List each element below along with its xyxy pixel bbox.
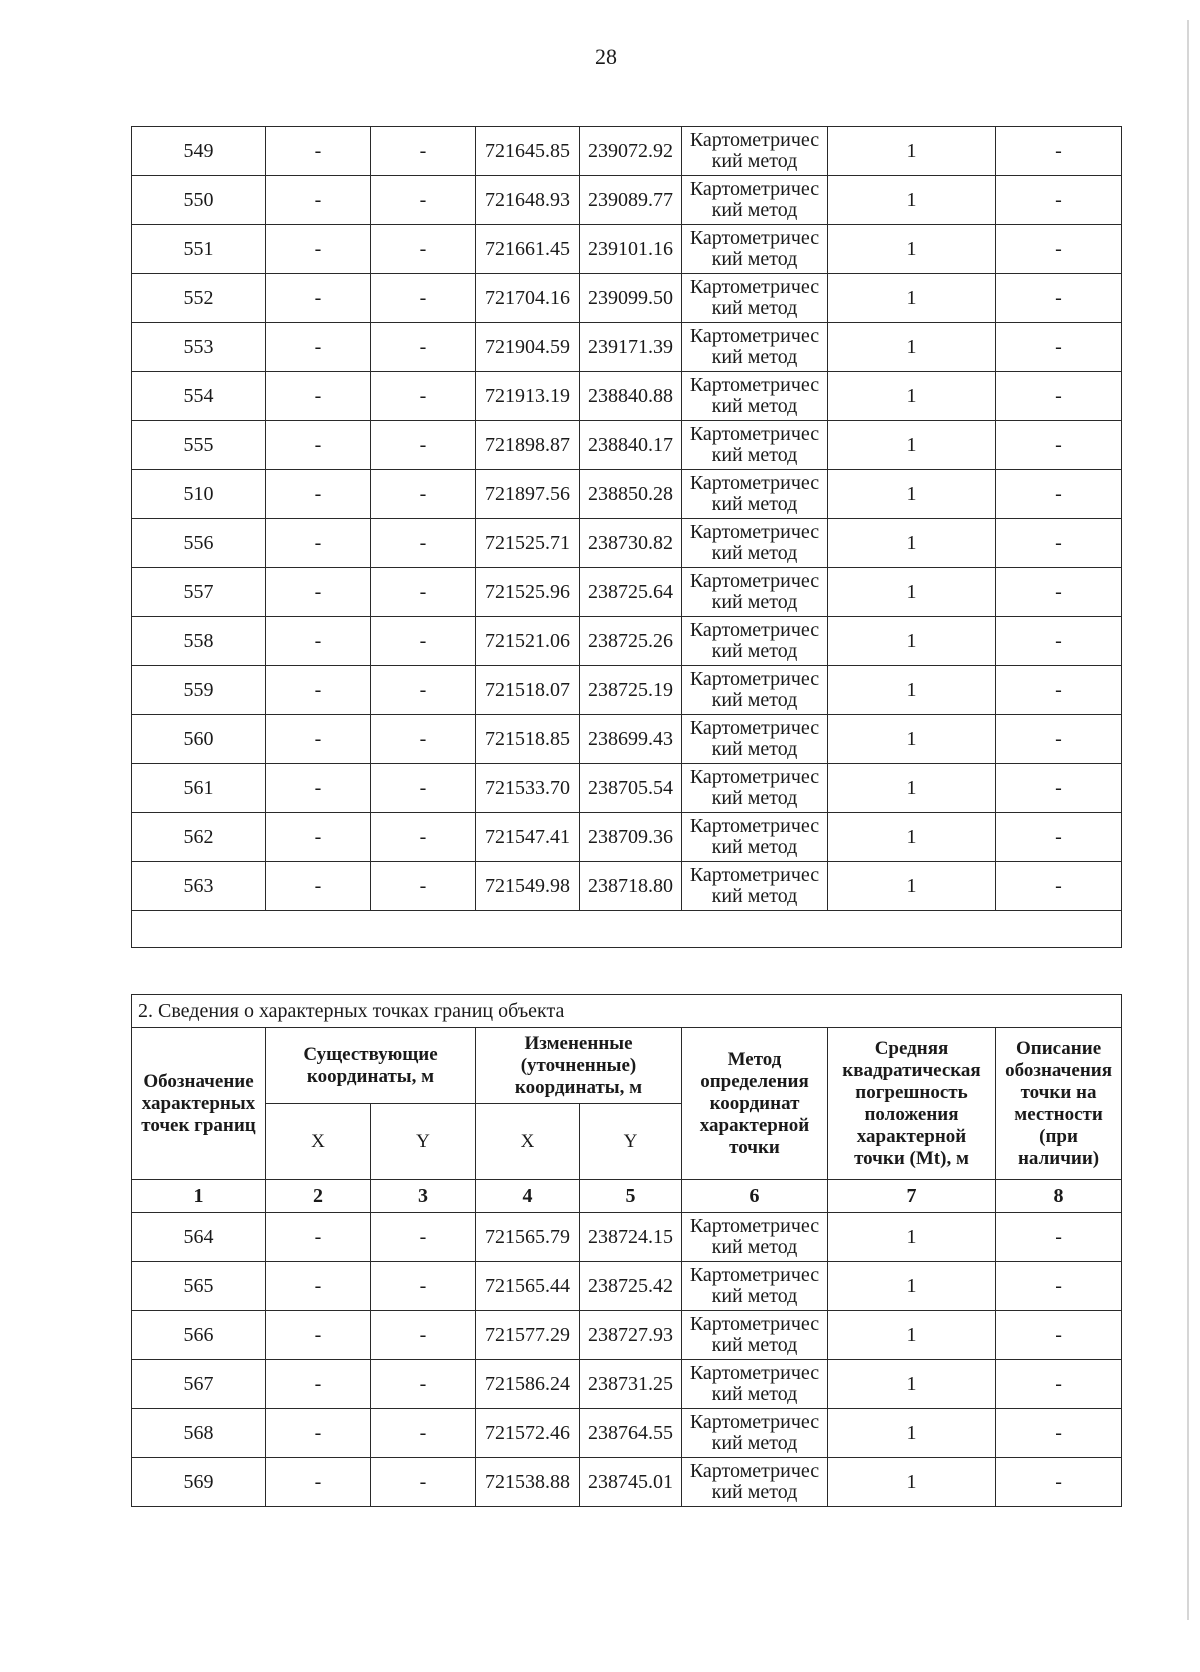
cell-y: 238850.28 [580,470,682,519]
method-line-1: Картометричес [689,1460,820,1482]
table-row [132,225,1122,274]
table-row [132,813,1122,862]
cell-existing-y: - [371,1213,476,1262]
column-number: 6 [682,1180,828,1213]
method-line-1: Картометричес [689,129,820,151]
cell-point-id: 565 [132,1262,266,1311]
cell-mt: 1 [828,127,996,176]
method-line-1: Картометричес [689,1411,820,1433]
cell-mt: 1 [828,519,996,568]
cell-y: 238724.15 [580,1213,682,1262]
method-line-2: кий метод [711,248,798,270]
cell-description: - [996,617,1122,666]
cell-y: 238709.36 [580,813,682,862]
cell-x: 721572.46 [476,1409,580,1458]
cell-point-id: 510 [132,470,266,519]
cell-x: 721898.87 [476,421,580,470]
table-row [132,372,1122,421]
method-line-2: кий метод [711,1432,798,1454]
cell-y: 238745.01 [580,1458,682,1507]
method-line-1: Картометричес [689,276,820,298]
method-line-2: кий метод [711,787,798,809]
cell-existing-y: - [371,176,476,225]
cell-x: 721704.16 [476,274,580,323]
cell-y: 238725.64 [580,568,682,617]
cell-description: - [996,127,1122,176]
cell-x: 721897.56 [476,470,580,519]
cell-point-id: 564 [132,1213,266,1262]
cell-method [682,813,828,862]
cell-existing-y: - [371,1409,476,1458]
cell-point-id: 567 [132,1360,266,1409]
cell-description: - [996,470,1122,519]
cell-x: 721533.70 [476,764,580,813]
method-line-1: Картометричес [689,325,820,347]
table-row [132,1458,1122,1507]
cell-existing-y: - [371,617,476,666]
cell-mt: 1 [828,862,996,911]
cell-method [682,176,828,225]
method-line-2: кий метод [711,1481,798,1503]
cell-mt: 1 [828,666,996,715]
cell-method [682,1458,828,1507]
cell-description: - [996,274,1122,323]
cell-y: 238699.43 [580,715,682,764]
table2-body [132,1213,1122,1507]
cell-existing-x: - [266,323,371,372]
cell-y: 239089.77 [580,176,682,225]
cell-existing-x: - [266,715,371,764]
cell-existing-x: - [266,470,371,519]
cell-x: 721904.59 [476,323,580,372]
cell-point-id: 550 [132,176,266,225]
cell-y: 239072.92 [580,127,682,176]
cell-y: 239099.50 [580,274,682,323]
cell-mt: 1 [828,470,996,519]
cell-x: 721577.29 [476,1311,580,1360]
cell-point-id: 569 [132,1458,266,1507]
header-existing-x: X [266,1104,371,1180]
cell-method [682,568,828,617]
cell-description: - [996,666,1122,715]
table1-empty-row [132,911,1122,948]
cell-x: 721549.98 [476,862,580,911]
cell-method [682,372,828,421]
cell-existing-x: - [266,274,371,323]
cell-description: - [996,225,1122,274]
cell-y: 238731.25 [580,1360,682,1409]
cell-existing-y: - [371,813,476,862]
cell-existing-x: - [266,764,371,813]
cell-point-id: 561 [132,764,266,813]
cell-y: 238718.80 [580,862,682,911]
cell-description: - [996,1458,1122,1507]
cell-existing-y: - [371,470,476,519]
cell-method [682,1409,828,1458]
cell-method [682,862,828,911]
cell-description: - [996,323,1122,372]
table-row [132,568,1122,617]
column-number: 7 [828,1180,996,1213]
cell-mt: 1 [828,568,996,617]
method-line-1: Картометричес [689,178,820,200]
cell-point-id: 557 [132,568,266,617]
method-line-2: кий метод [711,591,798,613]
header-existing-y: Y [371,1104,476,1180]
cell-point-id: 551 [132,225,266,274]
cell-existing-y: - [371,862,476,911]
cell-description: - [996,519,1122,568]
method-line-1: Картометричес [689,619,820,641]
cell-existing-x: - [266,1262,371,1311]
cell-existing-y: - [371,1458,476,1507]
method-line-1: Картометричес [689,472,820,494]
cell-point-id: 566 [132,1311,266,1360]
cell-x: 721565.79 [476,1213,580,1262]
cell-method [682,470,828,519]
cell-y: 238725.26 [580,617,682,666]
cell-y: 239171.39 [580,323,682,372]
table-row [132,1262,1122,1311]
method-line-1: Картометричес [689,668,820,690]
cell-existing-y: - [371,715,476,764]
method-line-2: кий метод [711,199,798,221]
method-line-2: кий метод [711,738,798,760]
cell-x: 721661.45 [476,225,580,274]
header-changed-x: X [476,1104,580,1180]
table-row [132,127,1122,176]
cell-method [682,1213,828,1262]
cell-description: - [996,813,1122,862]
method-line-2: кий метод [711,885,798,907]
method-line-2: кий метод [711,1285,798,1307]
cell-x: 721586.24 [476,1360,580,1409]
table-row [132,1311,1122,1360]
cell-point-id: 552 [132,274,266,323]
method-line-2: кий метод [711,444,798,466]
method-line-1: Картометричес [689,521,820,543]
cell-mt: 1 [828,715,996,764]
table-row [132,715,1122,764]
cell-y: 239101.16 [580,225,682,274]
cell-existing-y: - [371,274,476,323]
cell-x: 721648.93 [476,176,580,225]
section-title: 2. Сведения о характерных точках границ объекта [132,995,1122,1028]
boundary-points-table [131,994,1122,1507]
cell-x: 721538.88 [476,1458,580,1507]
column-number-row [132,1180,1122,1213]
cell-existing-x: - [266,127,371,176]
cell-description: - [996,372,1122,421]
table-row [132,323,1122,372]
cell-existing-y: - [371,225,476,274]
method-line-2: кий метод [711,346,798,368]
cell-point-id: 562 [132,813,266,862]
cell-existing-x: - [266,372,371,421]
table-row [132,1213,1122,1262]
cell-method [682,1360,828,1409]
cell-method [682,617,828,666]
cell-method [682,666,828,715]
cell-y: 238727.93 [580,1311,682,1360]
cell-method [682,764,828,813]
method-line-2: кий метод [711,640,798,662]
column-number: 8 [996,1180,1122,1213]
cell-y: 238840.17 [580,421,682,470]
cell-x: 721565.44 [476,1262,580,1311]
cell-method [682,127,828,176]
method-line-2: кий метод [711,150,798,172]
page-edge-line [1187,20,1189,1620]
cell-mt: 1 [828,421,996,470]
cell-point-id: 560 [132,715,266,764]
cell-mt: 1 [828,274,996,323]
cell-mt: 1 [828,1458,996,1507]
header-description: Описание обозначения точки на местности (при наличии) [996,1028,1122,1180]
column-number: 3 [371,1180,476,1213]
method-line-1: Картометричес [689,1313,820,1335]
cell-mt: 1 [828,1409,996,1458]
cell-description: - [996,1409,1122,1458]
header-method: Метод определения координат характерной точки [682,1028,828,1180]
method-line-2: кий метод [711,297,798,319]
cell-description: - [996,1360,1122,1409]
method-line-1: Картометричес [689,717,820,739]
cell-description: - [996,421,1122,470]
method-line-2: кий метод [711,395,798,417]
cell-method [682,715,828,764]
cell-existing-x: - [266,421,371,470]
cell-method [682,1262,828,1311]
cell-existing-x: - [266,519,371,568]
method-line-2: кий метод [711,689,798,711]
section-title-row [132,995,1122,1028]
cell-mt: 1 [828,813,996,862]
cell-point-id: 559 [132,666,266,715]
cell-description: - [996,176,1122,225]
cell-existing-x: - [266,1458,371,1507]
cell-existing-x: - [266,813,371,862]
table-row [132,519,1122,568]
table-row [132,274,1122,323]
cell-point-id: 554 [132,372,266,421]
method-line-2: кий метод [711,493,798,515]
cell-mt: 1 [828,1262,996,1311]
cell-x: 721521.06 [476,617,580,666]
header-row-1 [132,1028,1122,1104]
cell-existing-y: - [371,666,476,715]
cell-method [682,274,828,323]
cell-mt: 1 [828,176,996,225]
cell-existing-y: - [371,1360,476,1409]
header-changed-coords: Измененные (уточненные) координаты, м [476,1028,682,1104]
method-line-1: Картометричес [689,815,820,837]
cell-existing-x: - [266,666,371,715]
cell-existing-x: - [266,617,371,666]
cell-existing-y: - [371,764,476,813]
cell-x: 721547.41 [476,813,580,862]
cell-existing-y: - [371,568,476,617]
column-number: 5 [580,1180,682,1213]
cell-existing-x: - [266,1409,371,1458]
cell-existing-y: - [371,372,476,421]
cell-existing-y: - [371,421,476,470]
column-number: 1 [132,1180,266,1213]
cell-mt: 1 [828,225,996,274]
cell-mt: 1 [828,1311,996,1360]
cell-description: - [996,862,1122,911]
cell-mt: 1 [828,764,996,813]
cell-point-id: 555 [132,421,266,470]
cell-existing-x: - [266,1360,371,1409]
cell-point-id: 568 [132,1409,266,1458]
cell-point-id: 553 [132,323,266,372]
cell-description: - [996,568,1122,617]
method-line-1: Картометричес [689,423,820,445]
table-row [132,862,1122,911]
cell-point-id: 563 [132,862,266,911]
table-row [132,1360,1122,1409]
method-line-2: кий метод [711,836,798,858]
method-line-2: кий метод [711,542,798,564]
method-line-1: Картометричес [689,1215,820,1237]
method-line-1: Картометричес [689,766,820,788]
cell-method [682,323,828,372]
cell-description: - [996,764,1122,813]
cell-method [682,421,828,470]
column-number: 4 [476,1180,580,1213]
cell-mt: 1 [828,1213,996,1262]
table-row [132,421,1122,470]
cell-existing-x: - [266,1213,371,1262]
cell-y: 238840.88 [580,372,682,421]
cell-x: 721645.85 [476,127,580,176]
cell-y: 238730.82 [580,519,682,568]
cell-existing-y: - [371,1262,476,1311]
cell-y: 238705.54 [580,764,682,813]
header-changed-y: Y [580,1104,682,1180]
cell-point-id: 549 [132,127,266,176]
cell-mt: 1 [828,323,996,372]
cell-description: - [996,715,1122,764]
method-line-2: кий метод [711,1334,798,1356]
column-number: 2 [266,1180,371,1213]
cell-existing-y: - [371,323,476,372]
table1-body [132,127,1122,911]
method-line-1: Картометричес [689,1362,820,1384]
coordinates-table-continued [131,126,1122,948]
method-line-2: кий метод [711,1236,798,1258]
table-row [132,176,1122,225]
cell-mt: 1 [828,617,996,666]
cell-method [682,225,828,274]
method-line-1: Картометричес [689,864,820,886]
cell-existing-y: - [371,1311,476,1360]
cell-x: 721518.85 [476,715,580,764]
method-line-1: Картометричес [689,227,820,249]
cell-point-id: 556 [132,519,266,568]
table-row [132,470,1122,519]
cell-point-id: 558 [132,617,266,666]
cell-x: 721518.07 [476,666,580,715]
cell-method [682,1311,828,1360]
cell-method [682,519,828,568]
table-row [132,1409,1122,1458]
header-point-designation: Обозначение характерных точек границ [132,1028,266,1180]
cell-description: - [996,1262,1122,1311]
cell-existing-x: - [266,1311,371,1360]
header-mt-error: Средняя квадратическая погрешность положения характерной точки (Mt), м [828,1028,996,1180]
cell-description: - [996,1311,1122,1360]
method-line-2: кий метод [711,1383,798,1405]
cell-x: 721913.19 [476,372,580,421]
method-line-1: Картометричес [689,570,820,592]
method-line-1: Картометричес [689,374,820,396]
cell-description: - [996,1213,1122,1262]
cell-y: 238764.55 [580,1409,682,1458]
page-number: 28 [595,44,617,69]
cell-existing-y: - [371,519,476,568]
cell-existing-x: - [266,225,371,274]
table-row [132,764,1122,813]
cell-y: 238725.42 [580,1262,682,1311]
cell-x: 721525.96 [476,568,580,617]
cell-x: 721525.71 [476,519,580,568]
cell-mt: 1 [828,1360,996,1409]
header-existing-coords: Существующие координаты, м [266,1028,476,1104]
cell-existing-x: - [266,568,371,617]
cell-mt: 1 [828,372,996,421]
method-line-1: Картометричес [689,1264,820,1286]
cell-existing-x: - [266,176,371,225]
table-row [132,617,1122,666]
cell-existing-x: - [266,862,371,911]
cell-existing-y: - [371,127,476,176]
cell-y: 238725.19 [580,666,682,715]
table-row [132,666,1122,715]
